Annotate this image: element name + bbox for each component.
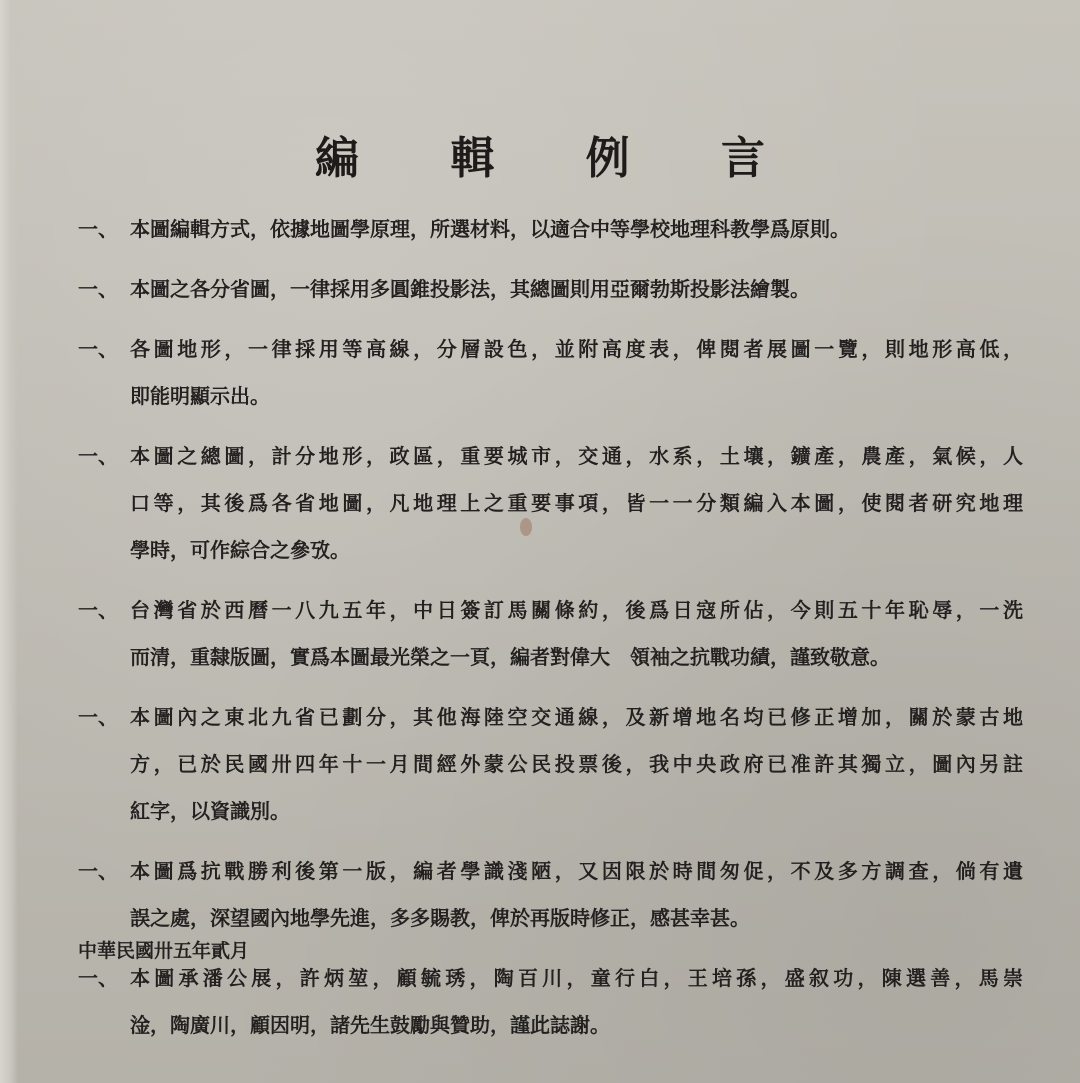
- text-line: 台灣省於西曆一八九五年，中日簽訂馬關條約，後爲日寇所佔，今則五十年恥辱，一洗: [130, 598, 1023, 622]
- publication-date: 中華民國卅五年貳月: [78, 940, 250, 962]
- list-item: [78, 433, 1023, 574]
- item-text: [130, 848, 1023, 942]
- text-line: 本圖爲抗戰勝利後第一版，編者學識淺陋，又因限於時間匆促，不及多方調查，倘有遺: [130, 859, 1023, 883]
- item-marker: 一、: [78, 966, 118, 990]
- item-text: [130, 694, 1023, 835]
- item-marker: 一、: [78, 277, 118, 301]
- item-marker: 一、: [78, 598, 118, 622]
- text-line: 本圖之各分省圖，一律採用多圓錐投影法，其總圖則用亞爾勃斯投影法繪製。: [130, 277, 810, 301]
- list-item: [78, 326, 1023, 420]
- item-marker: 一、: [78, 217, 118, 241]
- text-line: 各圖地形，一律採用等高線，分層設色，並附高度表，俾閱者展圖一覽，則地形高低，: [130, 337, 1023, 361]
- text-line: 本圖之總圖，計分地形，政區，重要城市，交通，水系，土壤，鑛產，農產，氣候，人: [130, 444, 1023, 468]
- text-line: 而清，重隸版圖，實爲本圖最光榮之一頁，編者對偉大 領袖之抗戰功績，謹致敬意。: [130, 645, 890, 669]
- text-line: 本圖編輯方式，依據地圖學原理，所選材料，以適合中等學校地理科教學爲原則。: [130, 217, 850, 241]
- text-line: 方，已於民國卅四年十一月間經外蒙公民投票後，我中央政府已准許其獨立，圖內另註: [130, 752, 1023, 776]
- text-line: 紅字，以資識別。: [130, 799, 290, 823]
- text-line: 本圖內之東北九省已劃分，其他海陸空交通線，及新增地名均已修正增加，關於蒙古地: [130, 705, 1023, 729]
- list-item: [78, 266, 1023, 313]
- item-marker: 一、: [78, 705, 118, 729]
- text-line: 即能明顯示出。: [130, 384, 270, 408]
- list-item: [78, 206, 1023, 253]
- item-marker: 一、: [78, 444, 118, 468]
- text-line: 本圖承潘公展，許炳堃，顧毓琇，陶百川，童行白，王培孫，盛叙功，陳選善，馬崇: [130, 966, 1023, 990]
- item-marker: 一、: [78, 859, 118, 883]
- item-text: [130, 266, 1023, 313]
- list-item: [78, 587, 1023, 681]
- item-text: [130, 206, 1023, 253]
- item-text: [130, 326, 1023, 420]
- item-text: [130, 587, 1023, 681]
- text-line: 口等，其後爲各省地圖，凡地理上之重要事項，皆一一分類編入本圖，使閱者研究地理: [130, 491, 1023, 515]
- item-text: [130, 433, 1023, 574]
- page-title: 編 輯 例 言: [315, 133, 803, 184]
- text-line: 誤之處，深望國內地學先進，多多賜教，俾於再版時修正，感甚幸甚。: [130, 906, 750, 930]
- item-text: [130, 955, 1023, 1049]
- text-line: 淦，陶廣川，顧因明，諸先生鼓勵與贊助，謹此誌謝。: [130, 1013, 610, 1037]
- text-line: 學時，可作綜合之參攷。: [130, 538, 350, 562]
- item-marker: 一、: [78, 337, 118, 361]
- list-item: [78, 694, 1023, 835]
